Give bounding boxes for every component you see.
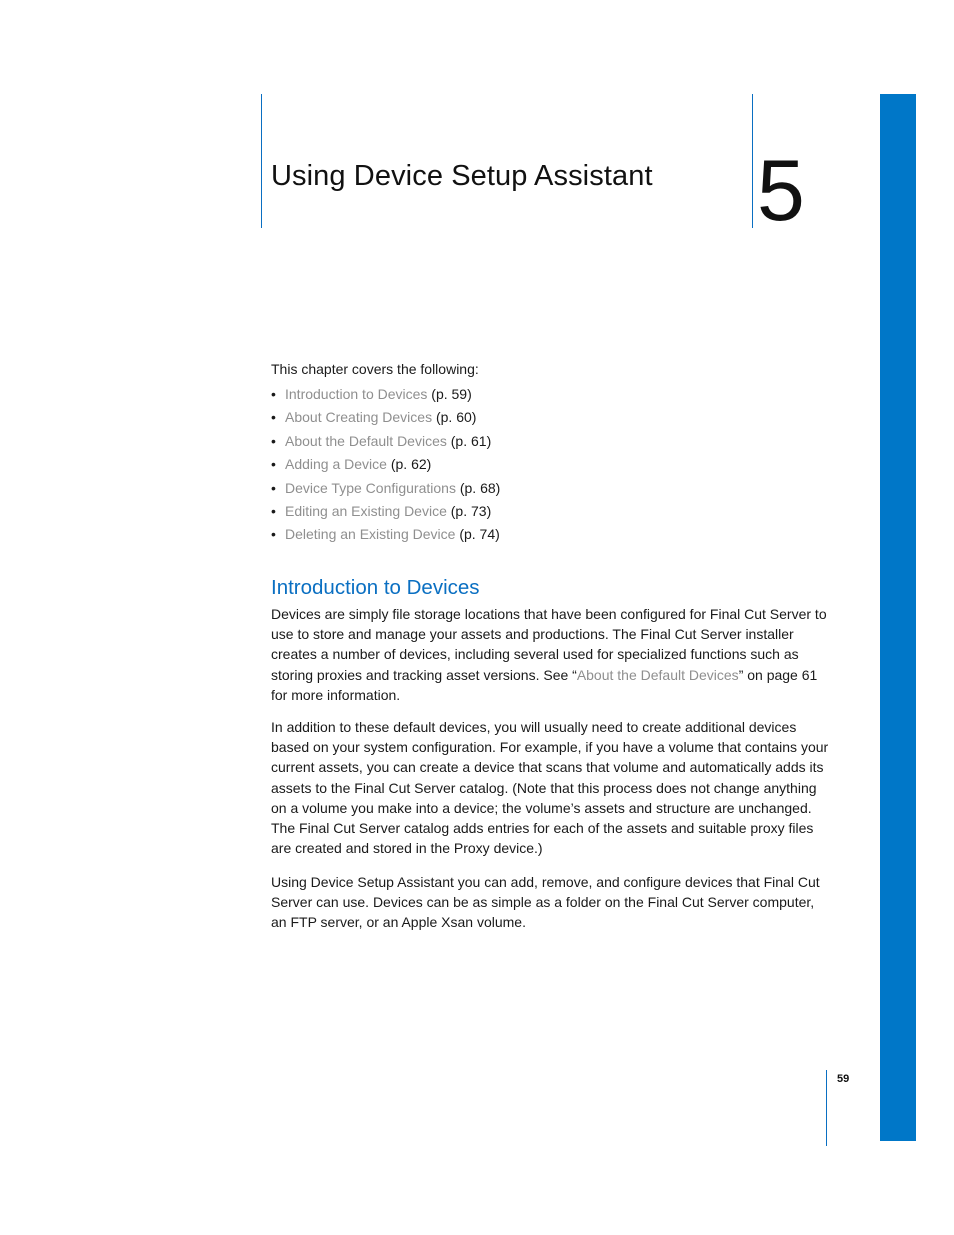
list-item	[271, 454, 500, 477]
list-item	[271, 501, 500, 524]
bullet: •	[271, 526, 276, 543]
bullet: •	[271, 409, 276, 426]
toc-link-about-creating-devices[interactable]: About Creating Devices	[285, 409, 433, 426]
bullet: •	[271, 432, 276, 449]
list-item	[271, 524, 500, 547]
toc-page-ref: (p. 61)	[450, 432, 492, 449]
body-paragraph-2: In addition to these default devices, you will usually need to create additional devices based on your system configuration. For example, if you have a volume that contains your current assets, you can create a device that scans that volume and automatically adds its assets to the Final Cut Server catalog. (Note that this process does not change anything on a volume you make into a device; the volume’s assets and structure are unchanged. The Final Cut Server catalog adds entries for each of the assets and suitable proxy files are created and stored in the Proxy device.)	[271, 719, 829, 857]
chapter-overview-list	[271, 384, 500, 548]
toc-link-about-default-devices[interactable]: About the Default Devices	[285, 432, 447, 449]
toc-link-device-type-configurations[interactable]: Device Type Configurations	[285, 479, 456, 496]
section-heading: Introduction to Devices	[271, 576, 480, 599]
list-item	[271, 431, 500, 454]
toc-page-ref: (p. 59)	[431, 386, 472, 402]
paragraph-text: Devices are simply file storage locations that have been configured for Final Cut Server to use to store and manage your assets and productions. The Final Cut Server installer creates a number of devices, including several used for specialized functions such as storing proxies and tracking asset versions. See “	[271, 606, 827, 683]
bullet: •	[271, 502, 276, 519]
toc-link-editing-existing-device[interactable]: Editing an Existing Device	[285, 502, 447, 519]
chapter-number-rule	[752, 94, 753, 228]
bullet: •	[271, 456, 276, 473]
body-paragraph-3: Using Device Setup Assistant you can add, remove, and configure devices that Final Cut Server can use. Devices can be as simple as a folder on the Final Cut Server computer, an FTP server, or an Apple Xsan volume.	[271, 874, 820, 931]
paragraph-text: ” on page 61 for more information.	[271, 666, 818, 703]
title-left-rule	[261, 94, 262, 228]
toc-link-adding-a-device[interactable]: Adding a Device	[285, 456, 387, 473]
page-number: 59	[837, 1073, 850, 1085]
body-paragraph-1	[271, 604, 831, 705]
list-item	[271, 407, 500, 430]
list-item	[271, 478, 500, 501]
toc-page-ref: (p. 68)	[459, 479, 501, 496]
chapter-thumb-tab	[880, 94, 916, 1141]
chapter-overview-intro: This chapter covers the following:	[271, 361, 479, 377]
inline-link-default-devices[interactable]: About the Default Devices	[576, 666, 739, 683]
toc-page-ref: (p. 74)	[459, 526, 500, 543]
bullet: •	[271, 479, 276, 496]
toc-page-ref: (p. 62)	[390, 456, 432, 473]
page-number-rule	[826, 1070, 827, 1146]
toc-page-ref: (p. 60)	[435, 409, 477, 426]
toc-page-ref: (p. 73)	[450, 502, 492, 519]
chapter-title: Using Device Setup Assistant	[271, 160, 653, 192]
toc-link-deleting-existing-device[interactable]: Deleting an Existing Device	[285, 526, 456, 543]
toc-link-introduction-to-devices[interactable]: Introduction to Devices	[285, 386, 428, 402]
list-item	[271, 384, 500, 407]
chapter-number: 5	[757, 143, 805, 239]
bullet: •	[271, 386, 276, 402]
